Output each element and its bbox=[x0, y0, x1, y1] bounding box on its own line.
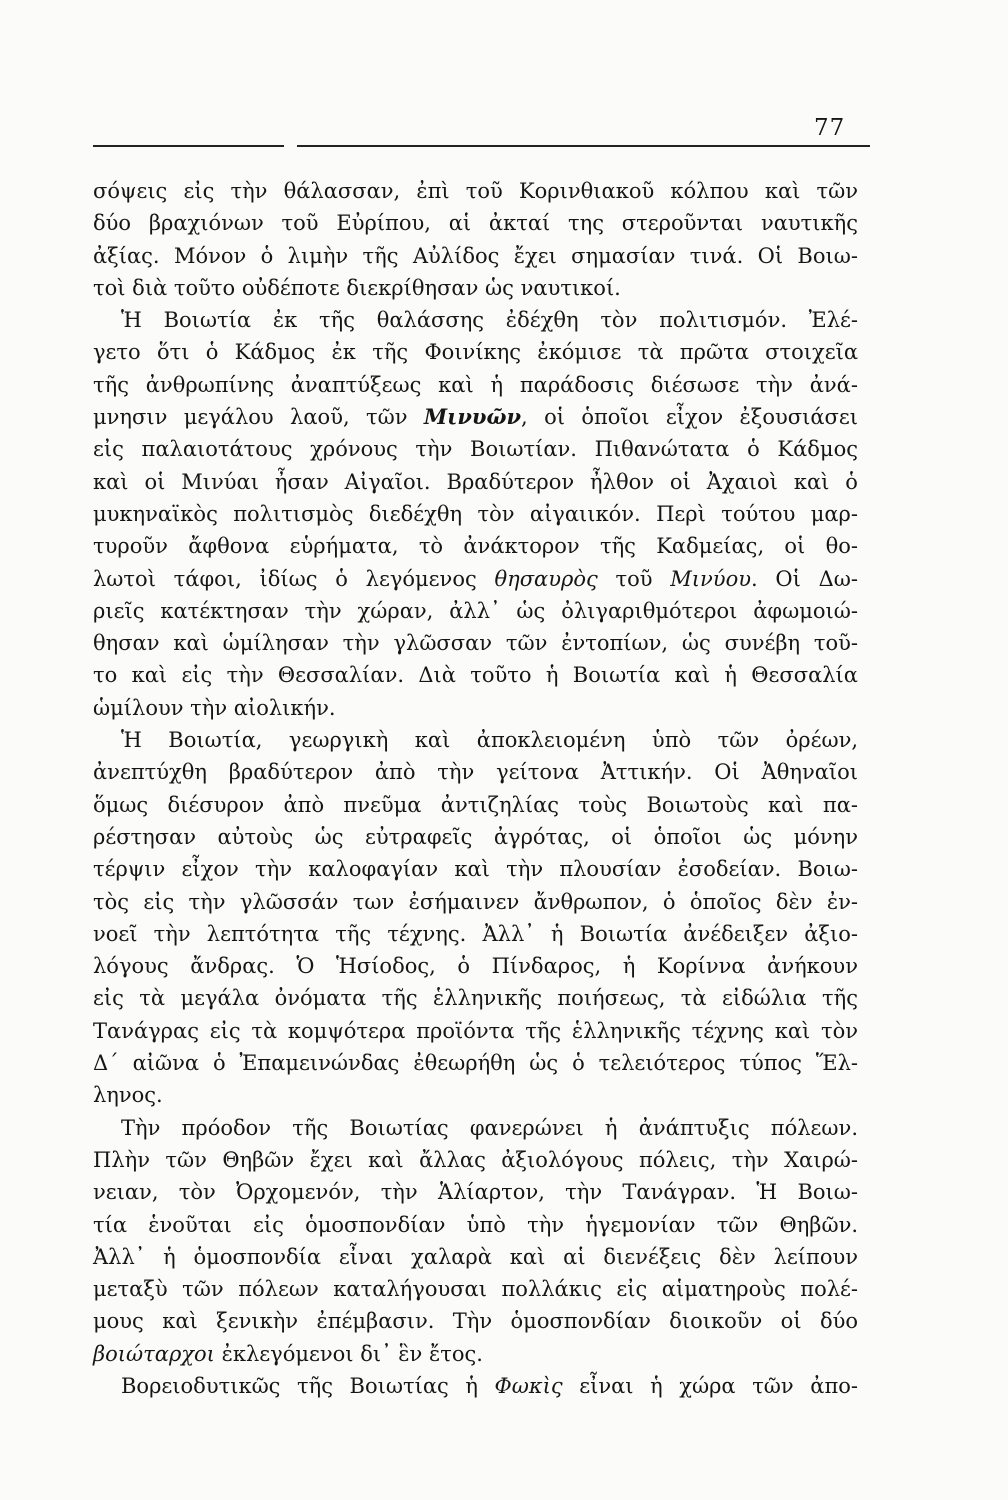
paragraph-2 bbox=[93, 304, 858, 724]
line-text: καὶ οἱ Μινύαι ἦσαν Αἰγαῖοι. Βραδύτερον ἦλθον οἱ Ἀχαιοὶ καὶ ὁ bbox=[93, 469, 858, 494]
line-text: ριεῖς κατέκτησαν τὴν χώραν, ἀλλ᾽ ὡς ὀλιγαριθμότεροι ἀφωμοιώ- bbox=[93, 598, 859, 623]
line-text: ἀνεπτύχθη βραδύτερον ἀπὸ τὴν γείτονα Ἀττικήν. Οἱ Ἀθηναῖοι bbox=[93, 760, 859, 785]
line-text: , οἱ ὁποῖοι εἶχον ἐξουσιάσει bbox=[521, 405, 858, 430]
line-text: λωτοὶ τάφοι, ἰδίως ὁ λεγόμενος bbox=[93, 566, 495, 591]
line-text: Ἡ Βοιωτία, γεωργικὴ καὶ ἀποκλειομένη ὑπὸ τῶν ὀρέων, bbox=[121, 728, 859, 753]
line-text: νειαν, τὸν Ὀρχομενόν, τὴν Ἁλίαρτον, τὴν Τανάγραν. Ἡ Βοιω- bbox=[93, 1180, 859, 1205]
line-text: γετο ὅτι ὁ Κάδμος ἐκ τῆς Φοινίκης ἐκόμισε τὰ πρῶτα στοιχεῖα bbox=[93, 340, 859, 365]
line-text: λόγους ἄνδρας. Ὁ Ἡσίοδος, ὁ Πίνδαρος, ἡ Κορίννα ἀνήκουν bbox=[93, 954, 858, 979]
paragraph-5 bbox=[93, 1370, 858, 1402]
paragraph-4 bbox=[93, 1112, 858, 1370]
line-text: τέρψιν εἶχον τὴν καλοφαγίαν καὶ τὴν πλουσίαν ἐσοδείαν. Βοιω- bbox=[93, 857, 858, 882]
line-text: ρέστησαν αὐτοὺς ὡς εὐτραφεῖς ἀγρότας, οἱ ὁποῖοι ὡς μόνην bbox=[93, 824, 858, 849]
text-line bbox=[93, 175, 858, 207]
line-text: ἐκλεγόμενοι δι᾽ ἓν ἔτος. bbox=[214, 1341, 483, 1366]
text-line bbox=[93, 918, 858, 950]
line-text: τοῦ bbox=[597, 566, 671, 591]
text-line bbox=[93, 207, 858, 239]
header-rule-right bbox=[297, 145, 870, 147]
paragraph-3 bbox=[93, 724, 858, 1112]
text-line bbox=[93, 1176, 858, 1208]
text-line bbox=[121, 1370, 858, 1402]
line-text: εἰς παλαιοτάτους χρόνους τὴν Βοιωτίαν. Πιθανώτατα ὁ Κάδμος bbox=[93, 437, 858, 462]
text-line bbox=[93, 756, 858, 788]
header-rule-left bbox=[93, 145, 284, 147]
text-line bbox=[93, 272, 858, 304]
text-line bbox=[93, 659, 858, 691]
line-text: τὸς εἰς τὴν γλῶσσάν των ἐσήμαινεν ἄνθρωπον, ὁ ὁποῖος δὲν ἐν- bbox=[93, 889, 859, 914]
line-text: Ἡ Βοιωτία ἐκ τῆς θαλάσσης ἐδέχθη τὸν πολιτισμόν. Ἐλέ- bbox=[121, 308, 858, 333]
text-line bbox=[121, 724, 858, 756]
text-line bbox=[93, 369, 858, 401]
line-text: ἀξίας. Μόνον ὁ λιμὴν τῆς Αὐλίδος ἔχει σημασίαν τινά. Οἱ Βοιω- bbox=[93, 243, 858, 268]
line-text: μνησιν μεγάλου λαοῦ, τῶν bbox=[93, 405, 424, 430]
line-text: τία ἑνοῦται εἰς ὁμοσπονδίαν ὑπὸ τὴν ἡγεμονίαν τῶν Θηβῶν. bbox=[93, 1212, 859, 1237]
page-number: 77 bbox=[814, 115, 846, 141]
text-line bbox=[93, 627, 858, 659]
line-text: ὅμως διέσυρον ἀπὸ πνεῦμα ἀντιζηλίας τοὺς Βοιωτοὺς καὶ πα- bbox=[93, 792, 859, 817]
line-text: θησαν καὶ ὡμίλησαν τὴν γλῶσσαν τῶν ἐντοπίων, ὡς συνέβη τοῦ- bbox=[93, 631, 859, 656]
italic-term: βοιώταρχοι bbox=[93, 1341, 215, 1366]
line-text: Πλὴν τῶν Θηβῶν ἔχει καὶ ἄλλας ἀξιολόγους πόλεις, τὴν Χαιρώ- bbox=[93, 1147, 859, 1172]
italic-term: Μινύου bbox=[670, 566, 751, 591]
text-line bbox=[93, 692, 858, 724]
text-line bbox=[93, 982, 858, 1014]
line-text: μους καὶ ξενικὴν ἐπέμβασιν. Τὴν ὁμοσπονδίαν διοικοῦν οἱ δύο bbox=[93, 1309, 859, 1334]
line-text: το καὶ εἰς τὴν Θεσσαλίαν. Διὰ τοῦτο ἡ Βοιωτία καὶ ἡ Θεσσαλία bbox=[93, 663, 858, 688]
text-line bbox=[93, 401, 858, 433]
text-line bbox=[93, 1338, 858, 1370]
text-line bbox=[93, 336, 858, 368]
text-line bbox=[93, 1305, 858, 1337]
line-text: σόψεις εἰς τὴν θάλασσαν, ἐπὶ τοῦ Κορινθιακοῦ κόλπου καὶ τῶν bbox=[93, 179, 859, 203]
line-text: τυροῦν ἄφθονα εὑρήματα, τὸ ἀνάκτορον τῆς Καδμείας, οἱ θο- bbox=[93, 534, 858, 559]
text-line bbox=[93, 789, 858, 821]
text-line bbox=[93, 433, 858, 465]
line-text: . Οἱ Δω- bbox=[750, 566, 859, 591]
line-text: Ἀλλ᾽ ἡ ὁμοσπονδία εἶναι χαλαρὰ καὶ αἱ διενέξεις δὲν λείπουν bbox=[93, 1244, 859, 1269]
line-text: ληνος. bbox=[93, 1083, 163, 1108]
text-line bbox=[121, 1112, 858, 1144]
text-line bbox=[93, 886, 858, 918]
text-line bbox=[93, 821, 858, 853]
line-text: ὡμίλουν τὴν αἰολικήν. bbox=[93, 695, 336, 720]
text-line bbox=[93, 1273, 858, 1305]
line-text: εἰς τὰ μεγάλα ὀνόματα τῆς ἑλληνικῆς ποιήσεως, τὰ εἰδώλια τῆς bbox=[93, 986, 858, 1011]
line-text: Τὴν πρόοδον τῆς Βοιωτίας φανερώνει ἡ ἀνάπτυξις πόλεων. bbox=[121, 1115, 859, 1140]
italic-term: θησαυρὸς bbox=[494, 566, 598, 591]
line-text: μεταξὺ τῶν πόλεων καταλήγουσαι πολλάκις εἰς αἱματηροὺς πολέ- bbox=[93, 1277, 859, 1302]
text-line bbox=[93, 950, 858, 982]
text-line bbox=[93, 1241, 858, 1273]
line-text: μυκηναϊκὸς πολιτισμὸς διεδέχθη τὸν αἰγαιικόν. Περὶ τούτου μαρ- bbox=[93, 501, 859, 526]
text-line bbox=[93, 1079, 858, 1111]
italic-term: Φωκὶς bbox=[494, 1373, 563, 1398]
emphasis-term: Μινυῶν bbox=[423, 404, 522, 430]
text-line bbox=[93, 498, 858, 530]
text-line bbox=[93, 466, 858, 498]
text-line bbox=[93, 563, 858, 595]
text-line bbox=[93, 1209, 858, 1241]
text-line bbox=[93, 1144, 858, 1176]
line-text: εἶναι ἡ χώρα τῶν ἀπο- bbox=[562, 1373, 858, 1398]
text-line bbox=[93, 240, 858, 272]
text-line bbox=[121, 304, 858, 336]
text-line bbox=[93, 1015, 858, 1047]
text-line bbox=[93, 853, 858, 885]
text-line bbox=[93, 530, 858, 562]
text-line bbox=[93, 595, 858, 627]
line-text: Βορειοδυτικῶς τῆς Βοιωτίας ἡ bbox=[121, 1373, 495, 1398]
paragraph-1 bbox=[93, 175, 858, 304]
line-text: νοεῖ τὴν λεπτότητα τῆς τέχνης. Ἀλλ᾽ ἡ Βοιωτία ἀνέδειξεν ἀξιο- bbox=[93, 921, 858, 946]
line-text: τοὶ διὰ τοῦτο οὐδέποτε διεκρίθησαν ὡς ναυτικοί. bbox=[93, 275, 621, 300]
line-text: τῆς ἀνθρωπίνης ἀναπτύξεως καὶ ἡ παράδοσις διέσωσε τὴν ἀνά- bbox=[93, 372, 858, 397]
line-text: Τανάγρας εἰς τὰ κομψότερα προϊόντα τῆς ἑλληνικῆς τέχνης καὶ τὸν bbox=[93, 1018, 859, 1043]
line-text: δύο βραχιόνων τοῦ Εὐρίπου, αἱ ἀκταί της στεροῦνται ναυτικῆς bbox=[93, 211, 858, 236]
text-line bbox=[93, 1047, 858, 1079]
line-text: Δ΄ αἰῶνα ὁ Ἐπαμεινώνδας ἐθεωρήθη ὡς ὁ τελειότερος τύπος Ἕλ- bbox=[93, 1051, 858, 1076]
body-text bbox=[93, 175, 858, 1402]
